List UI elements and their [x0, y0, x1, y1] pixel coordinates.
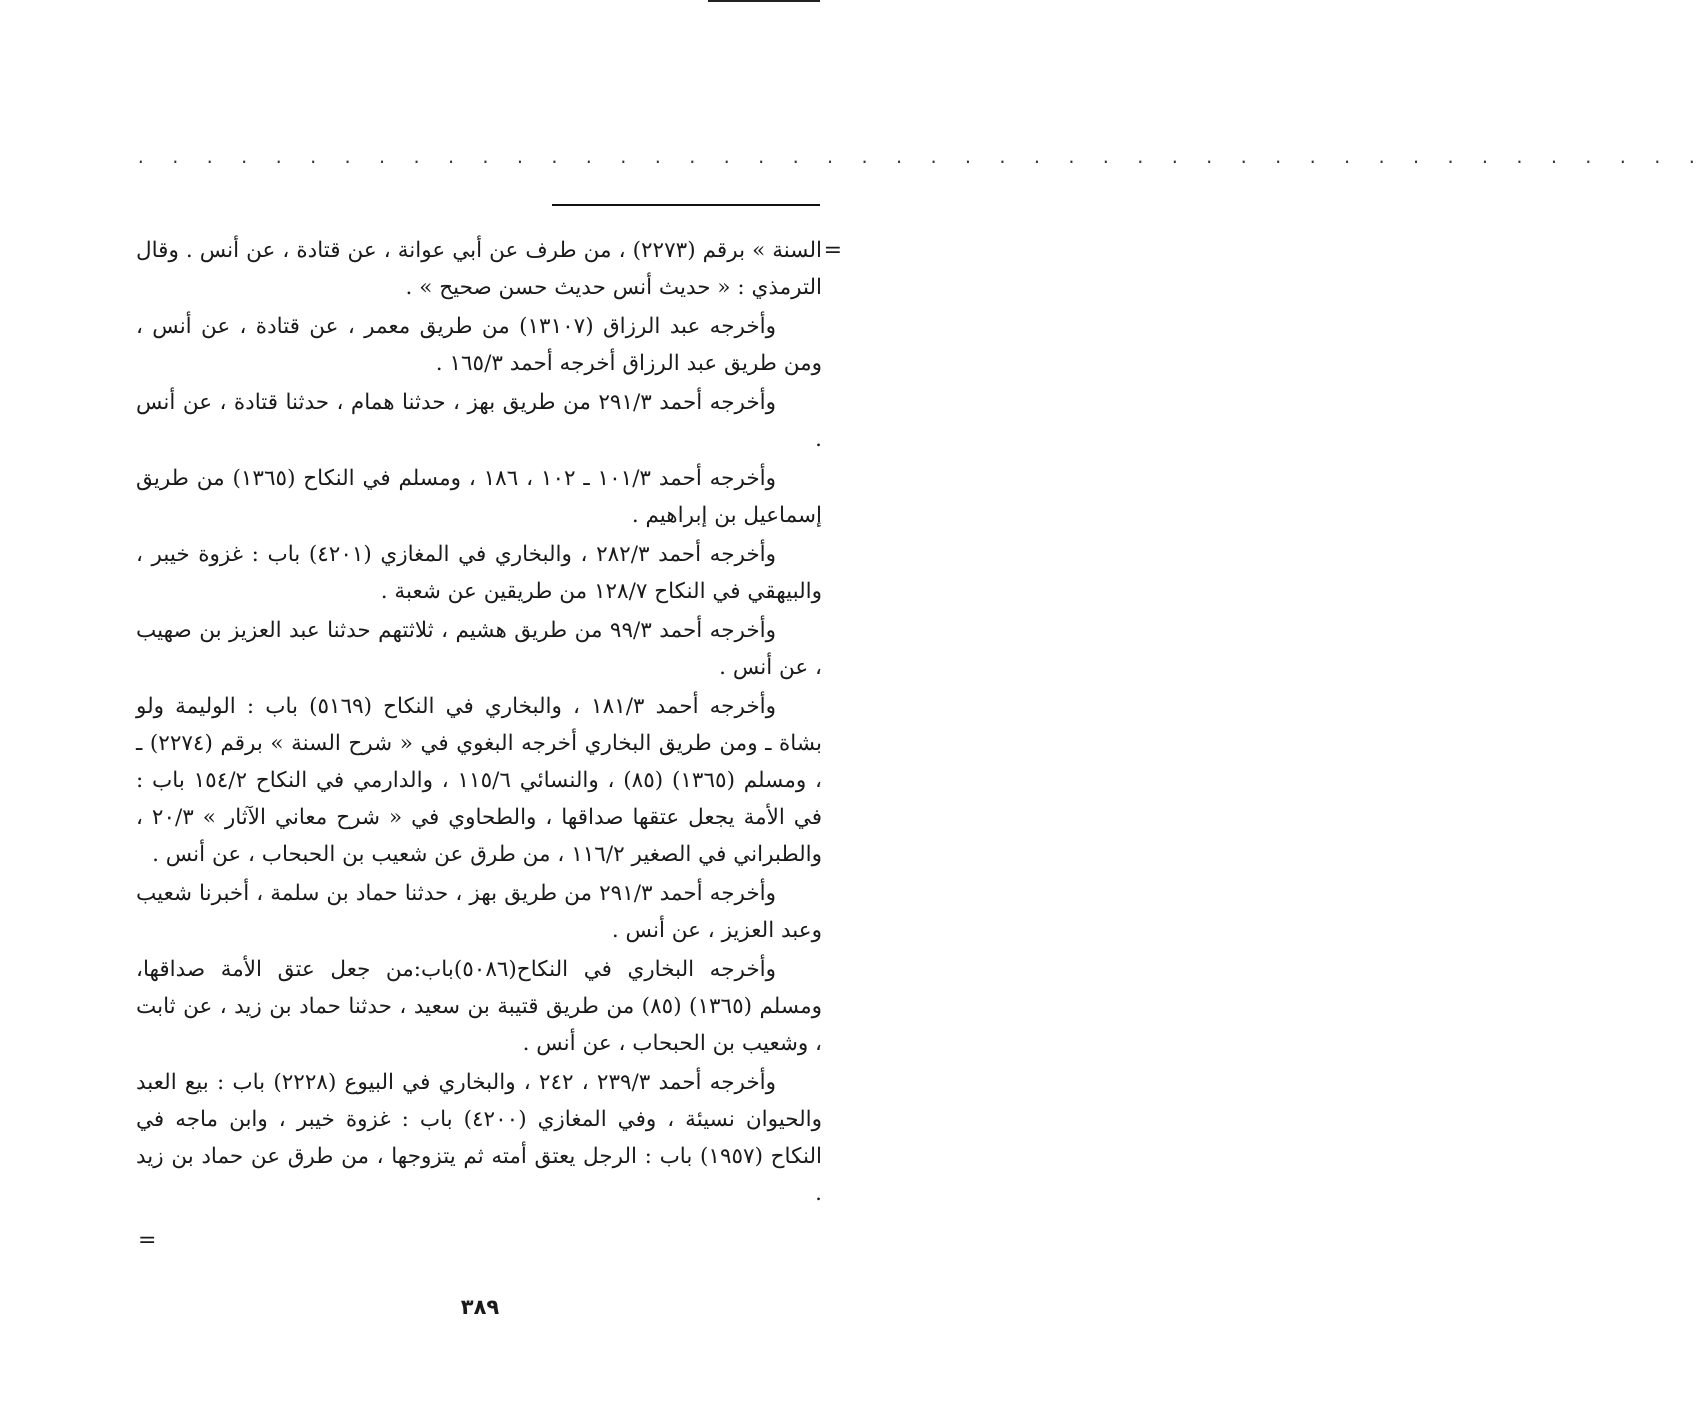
footnote-paragraph-7: وأخرجه أحمد ١٨١/٣ ، والبخاري في النكاح (٥١٦٩) باب : الوليمة ولو بشاة ـ ومن طريق البخاري أخرجه البغوي في « شرح السنة » برقم (٢٢٧٤) ـ ، ومسلم (١٣٦٥) (٨٥) ، والنسائي ١١٥/٦ ، والدارمي في النكاح ١٥٤/٢ باب : في الأمة يجعل عتقها صداقها ، والطحاوي في « شرح معاني الآثار » ٢٠/٣ ، والطبراني في الصغير ١١٦/٢ ، من طرق عن شعيب بن الحبحاب ، عن أنس . — [136, 694, 823, 867]
page-number: ٣٨٩ — [460, 1295, 500, 1319]
footnote-rule — [552, 204, 820, 206]
footnote-paragraph-10: وأخرجه أحمد ٢٣٩/٣ ، ٢٤٢ ، والبخاري في البيوع (٢٢٢٨) باب : بيع العبد والحيوان نسيئة ، وفي المغازي (٤٢٠٠) باب : غزوة خيبر ، وابن ماجه في النكاح (١٩٥٧) باب : الرجل يعتق أمته ثم يتزوجها ، من طرق عن حماد بن زيد . — [136, 1070, 822, 1206]
footnote-paragraph-9: وأخرجه البخاري في النكاح(٥٠٨٦)باب:من جعل عتق الأمة صداقها، ومسلم (١٣٦٥) (٨٥) من طريق قتيبة بن سعيد ، حدثنا حماد بن زيد ، عن ثابت ، وشعيب بن الحبحاب ، عن أنس . — [136, 957, 822, 1056]
footnote-paragraph-4: وأخرجه أحمد ١٠١/٣ ـ ١٠٢ ، ١٨٦ ، ومسلم في النكاح (١٣٦٥) من طريق إسماعيل بن إبراهيم . — [136, 466, 822, 528]
footnote-paragraph-8: وأخرجه أحمد ٢٩١/٣ من طريق بهز ، حدثنا حماد بن سلمة ، أخبرنا شعيب وعبد العزيز ، عن أنس . — [136, 881, 822, 943]
dotted-separator: . . . . . . . . . . . . . . . . . . . . . . . . . . . . . . . . . . . . . . . . . . . . . . — [136, 148, 1704, 167]
top-rule — [708, 0, 820, 2]
footnote-paragraph-5: وأخرجه أحمد ٢٨٢/٣ ، والبخاري في المغازي (٤٢٠١) باب : غزوة خيبر ، والبيهقي في النكاح ١٢٨/٧ من طريقين عن شعبة . — [136, 542, 822, 604]
continuation-mark-end: = — [138, 1228, 157, 1253]
footnote-paragraph-1: السنة » برقم (٢٢٧٣) ، من طرف عن أبي عوانة ، عن قتادة ، عن أنس . وقال الترمذي : « حديث أنس حديث حسن صحيح » . — [136, 238, 822, 300]
footnote-paragraph-6: وأخرجه أحمد ٩٩/٣ من طريق هشيم ، ثلاثتهم حدثنا عبد العزيز بن صهيب ، عن أنس . — [136, 618, 822, 680]
footnote-paragraph-2: وأخرجه عبد الرزاق (١٣١٠٧) من طريق معمر ، عن قتادة ، عن أنس ، ومن طريق عبد الرزاق أخرجه أحمد ١٦٥/٣ . — [136, 314, 822, 376]
footnote-body — [136, 232, 842, 1214]
footnote-paragraph-3: وأخرجه أحمد ٢٩١/٣ من طريق بهز ، حدثنا همام ، حدثنا قتادة ، عن أنس . — [136, 390, 822, 452]
continuation-mark-start: = — [823, 238, 842, 263]
